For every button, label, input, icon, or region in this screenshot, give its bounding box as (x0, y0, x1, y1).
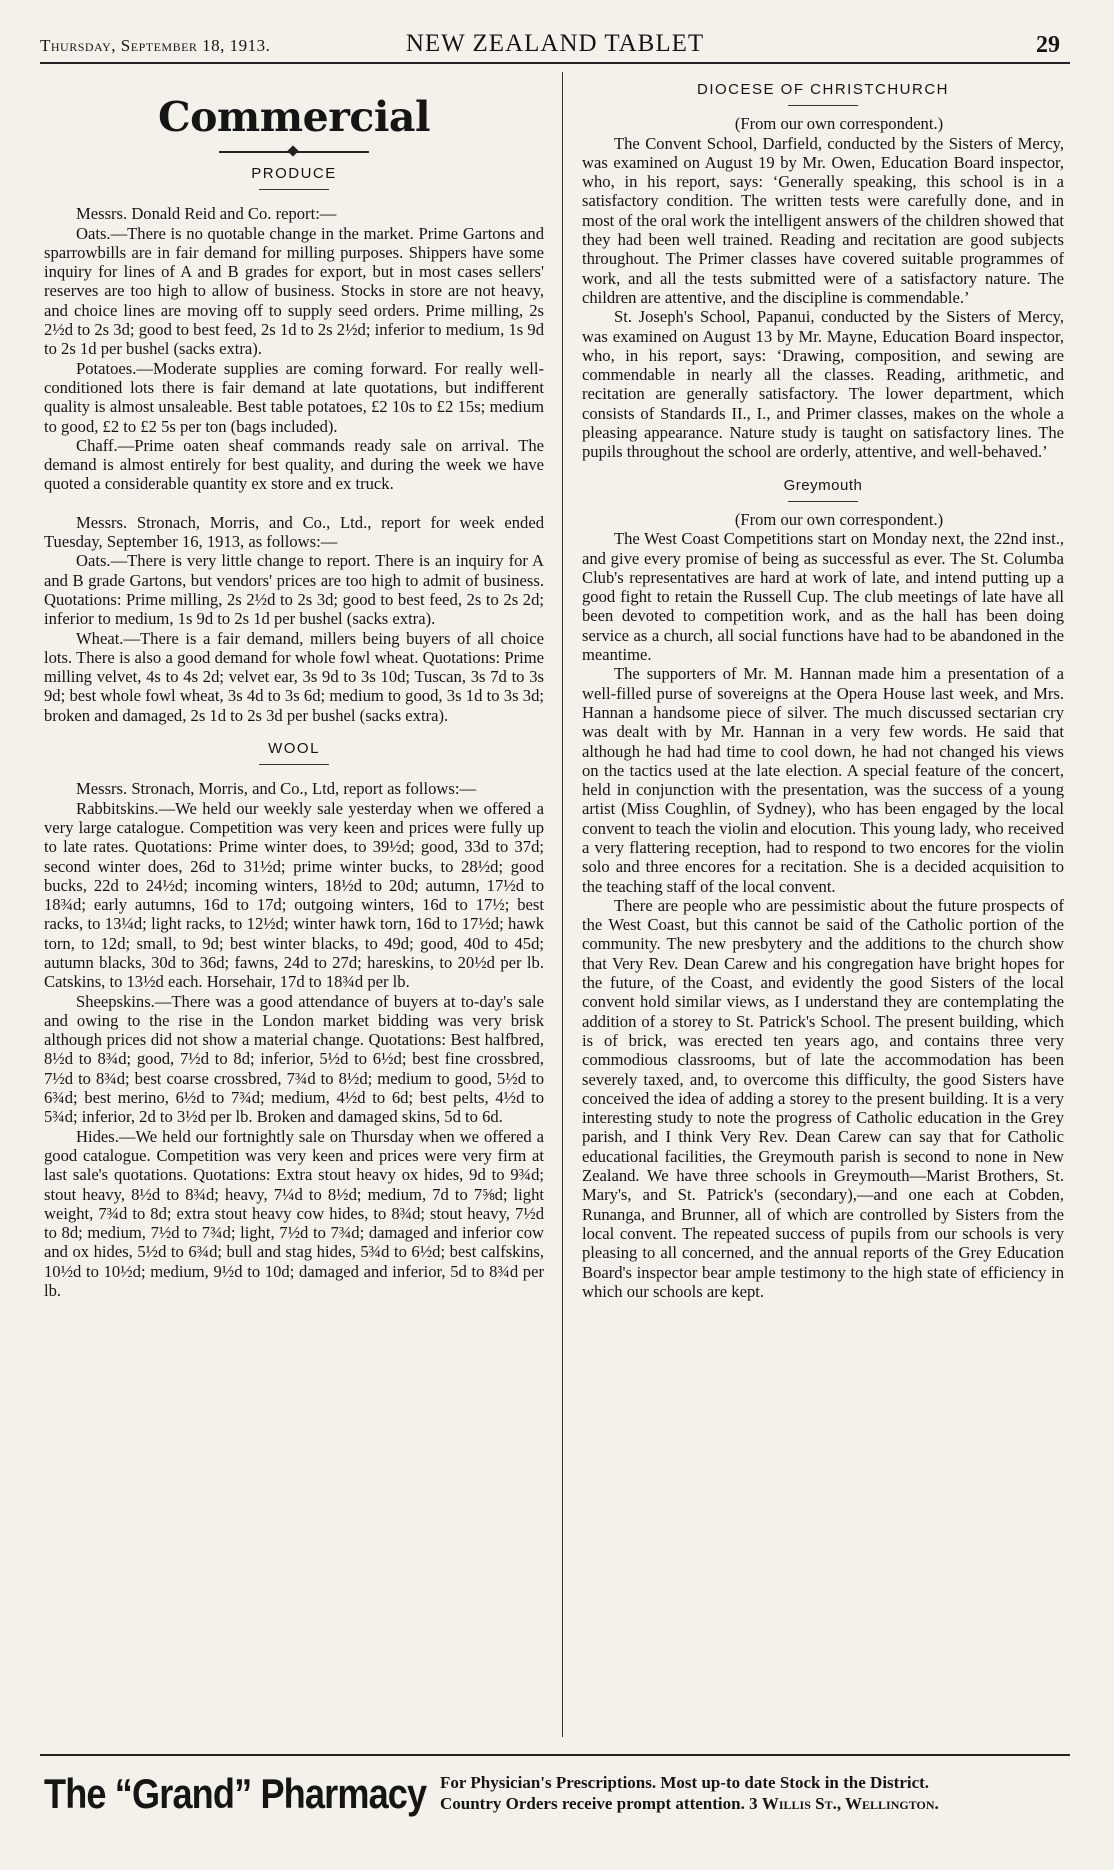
produce-heading: PRODUCE (251, 165, 337, 182)
divider (788, 501, 858, 502)
paragraph: Oats.—There is no quotable change in the market. Prime Gartons and sparrowbills are in fair demand for milling purposes. Shippers have some inquiry for lines of A and B grades for export, but in most cases sellers' reserves are too high to allow of business. Stocks in store are not heavy, and choice lines are moving off to supply seed orders. Prime milling, 2s 2½d to 2s 3d; good to best feed, 2s 1d to 2s 2½d; inferior to medium, 1s 9d to 2s 1d per bushel (sacks extra). (44, 223, 544, 359)
wool-heading: WOOL (268, 740, 320, 758)
correspondent-note: (From our own correspondent.) (734, 509, 944, 529)
paragraph: Chaff.—Prime oaten sheaf commands ready sale on arrival. The demand is almost entirely for best quality, and during the week we have quoted a considerable quantity ex store and ex truck. (44, 435, 544, 494)
ad-line-1: For Physician's Prescriptions. Most up-to date Stock in the District. (440, 1773, 930, 1792)
paragraph: Oats.—There is very little change to report. There is an inquiry for A and B grade Gartons, but vendors' prices are too high to admit of business. Quotations: Prime milling, 2s 2½d to 2s 3d; good to best feed, 2s to 2s 2d; inferior to medium, 1s 9d to 2s 1d per bushel (sacks extra). (44, 551, 544, 629)
title-ornament (219, 146, 369, 158)
publication-title: NEW ZEALAND TABLET (405, 30, 705, 57)
paragraph: Messrs. Stronach, Morris, and Co., Ltd, report as follows:— (76, 779, 477, 799)
ad-line-2 (440, 1793, 1070, 1814)
divider (788, 105, 858, 106)
paragraph: Sheepskins.—There was a good attendance of buyers at to-day's sale and owing to the rise in the London market bidding was very brisk although prices did not show a material change. Quotations: Best halfbred, 8½d to 8¾d; good, 7½d to 8d; inferior, 5½d to 6½d; best fine crossbred, 7½d to 8¾d; best coarse crossbred, 7¾d to 8½d; medium to good, 5½d to 6¾d; best merino, 6½d to 7¾d; medium, 4½d to 6d; best pelts, 4½d to 5¾d; inferior, 2d to 3½d per lb. Broken and damaged skins, 5d to 6d. (44, 991, 544, 1127)
right-column (582, 72, 1064, 1752)
paragraph: St. Joseph's School, Papanui, conducted by the Sisters of Mercy, was examined on August 13 by Mr. Mayne, Education Board inspector, who, in his report, says: ‘Drawing, composition, and sewing are commendable in nearly all the classes. Reading, arithmetic, and recitation are generally satisfactory. The lower department, which consists of Standards II., I., and Primer classes, makes on the whole a pleasing appearance. Nature study is taught on satisfactory lines. The pupils throughout the school are orderly, attentive, and well-behaved.’ (582, 307, 1064, 462)
divider (259, 189, 329, 190)
pharmacy-ad-text (440, 1772, 1070, 1814)
paragraph: Messrs. Stronach, Morris, and Co., Ltd., report for week ended Tuesday, September 16, 1913, as follows:— (44, 512, 544, 552)
column-divider (562, 72, 563, 1737)
correspondent-note: (From our own correspondent.) (734, 114, 944, 134)
footer-divider (40, 1754, 1070, 1756)
paragraph: Potatoes.—Moderate supplies are coming forward. For really well-conditioned lots there is fair demand at late quotations, but indifferent quality is almost unsaleable. Best table potatoes, £2 10s to £2 15s; medium to good, £2 to £2 5s per ton (bags included). (44, 358, 544, 436)
christchurch-heading: DIOCESE OF CHRISTCHURCH (696, 81, 949, 98)
issue-date: Thursday, September 18, 1913. (40, 36, 271, 55)
paragraph: There are people who are pessimistic about the future prospects of the West Coast, but this cannot be said of the Catholic portion of the community. The new presbytery and the additions to the church show that Very Rev. Dean Carew and his congregation have bright hopes for the future, of the Coast, and evidently the good Sisters of the local convent hold similar views, as I understand they are contemplating the addition of a storey to St. Patrick's School. The present building, which is of brick, was erected ten years ago, and contains three very commodious classrooms, but of late the accommodation has been severely taxed, and, to overcome this difficulty, the good Sisters have conceived the idea of adding a storey to the present building. It is a very interesting study to note the progress of Catholic education in the Grey parish, and I think Very Rev. Dean Carew can say that for Catholic educational facilities, the Greymouth parish is second to none in New Zealand. We have three schools in Greymouth—Marist Brothers, St. Mary's, and St. Patrick's (secondary),—and one each at Cobden, Runanga, and Brunner, all of which are controlled by Sisters from the local convent. The repeated success of pupils from our schools is very pleasing to all concerned, and the annual reports of the Grey Education Board's inspector bear ample testimony to the high state of efficiency in which our schools are kept. (582, 895, 1064, 1301)
divider (259, 764, 329, 765)
commercial-title: Commercial (157, 93, 431, 141)
greymouth-heading: Greymouth (783, 476, 863, 494)
paragraph: Rabbitskins.—We held our weekly sale yesterday when we offered a very large catalogue. Competition was very keen and prices were fully up to late rates. Quotations: Prime winter does, to 39½d; good, 33d to 37d; second winter does, 26d to 31½d; prime winter bucks, to 28½d; good bucks, 22d to 24½d; incoming winters, 18½d to 20d; autumn, 17½d to 18¾d; early autumns, 16d to 17d; outgoing winters, 16d to 17½; best racks, to 13¼d; light racks, to 12½d; winter hawk torn, 16d to 17½d; hawk torn, to 12d; small, to 9d; best winter blacks, to 49d; good, 40d to 45d; autumn blacks, 30d to 36d; fawns, 24d to 27d; hareskins, to 20½d per lb. Catskins, to 13½d each. Horsehair, 17d to 18¾d per lb. (44, 798, 544, 992)
paragraph: The West Coast Competitions start on Monday next, the 22nd inst., and give every promise of being as successful as ever. The St. Columba Club's representatives are hard at work of late, and intend putting up a good fight to retain the Russell Cup. The club meetings of late have all been devoted to competition work, and as the hall has been doing service as a church, all social functions have had to be abandoned in the meantime. (582, 529, 1064, 665)
paragraph: Messrs. Donald Reid and Co. report:— (76, 204, 337, 224)
paragraph: The Convent School, Darfield, conducted by the Sisters of Mercy, was examined on August 19 by Mr. Owen, Education Board inspector, who, in his report, says: ‘Generally speaking, this school is in a satisfactory condition. The written tests were carefully done, and in most of the oral work the intelligent answers of the children showed that they had been well trained. Reading and recitation are good subjects throughout. The Primer classes have covered suitable programmes of work, and all the tests submitted were of a satisfactory nature. The children are attentive, and the discipline is commendable.’ (582, 133, 1064, 307)
page-header (40, 28, 1070, 64)
ad-line-2-main: Country Orders receive prompt attention. 3 (440, 1794, 758, 1813)
paragraph: Hides.—We held our fortnightly sale on Thursday when we offered a good catalogue. Competition was very keen and prices were very firm at last sale's quotations. Quotations: Extra stout heavy ox hides, 9d to 9¾d; stout heavy, 8½d to 8¾d; heavy, 7¼d to 8½d; medium, 7d to 7⅝d; light weight, 7¾d to 8d; extra stout heavy cow hides, to 8¾d; stout heavy, 7½d to 8d; medium, 7½d to 7¾d; light, 7½d to 7¾d; damaged and inferior cow and ox hides, 5½d to 6¾d; bull and stag hides, 5¾d to 6½d; best calfskins, 10½d to 10½d; medium, 9½d to 10d; damaged and inferior, 5d to 8¾d per lb. (44, 1126, 544, 1301)
paragraph: Wheat.—There is a fair demand, millers being buyers of all choice lots. There is also a good demand for whole fowl wheat. Quotations: Prime milling velvet, 4s to 4s 2d; velvet ear, 3s 9d to 3s 10d; Tuscan, 3s 7d to 3s 9d; best whole fowl wheat, 3s 4d to 3s 6d; medium to good, 3s 1d to 3s 3d; broken and damaged, 2s 1d to 2s 3d per bushel (sacks extra). (44, 628, 544, 725)
left-column (44, 72, 544, 1752)
ad-address: Willis St., Wellington. (761, 1794, 939, 1813)
pharmacy-ad-name: The “Grand” Pharmacy (44, 1770, 427, 1817)
paragraph: The supporters of Mr. M. Hannan made him a presentation of a well-filled purse of sovereigns at the Opera House last week, and Mrs. Hannan a handsome piece of silver. The much discussed sectarian cry was dealt with by Mr. Hannan in a very few words. He said that although he had had time to cool down, he had not changed his views on the tactics used at the late election. A special feature of the concert, held in conjunction with the presentation, was the success of a young artist (Miss Coughlin, of Sydney), who has been engaged by the local convent to teach the violin and elocution. This young lady, who received a very flattering reception, had to respond to two encores for the violin solo and three encores for a recitation. She is a decided acquisition to the teaching staff of the local convent. (582, 664, 1064, 896)
page-number: 29 (1036, 32, 1060, 58)
